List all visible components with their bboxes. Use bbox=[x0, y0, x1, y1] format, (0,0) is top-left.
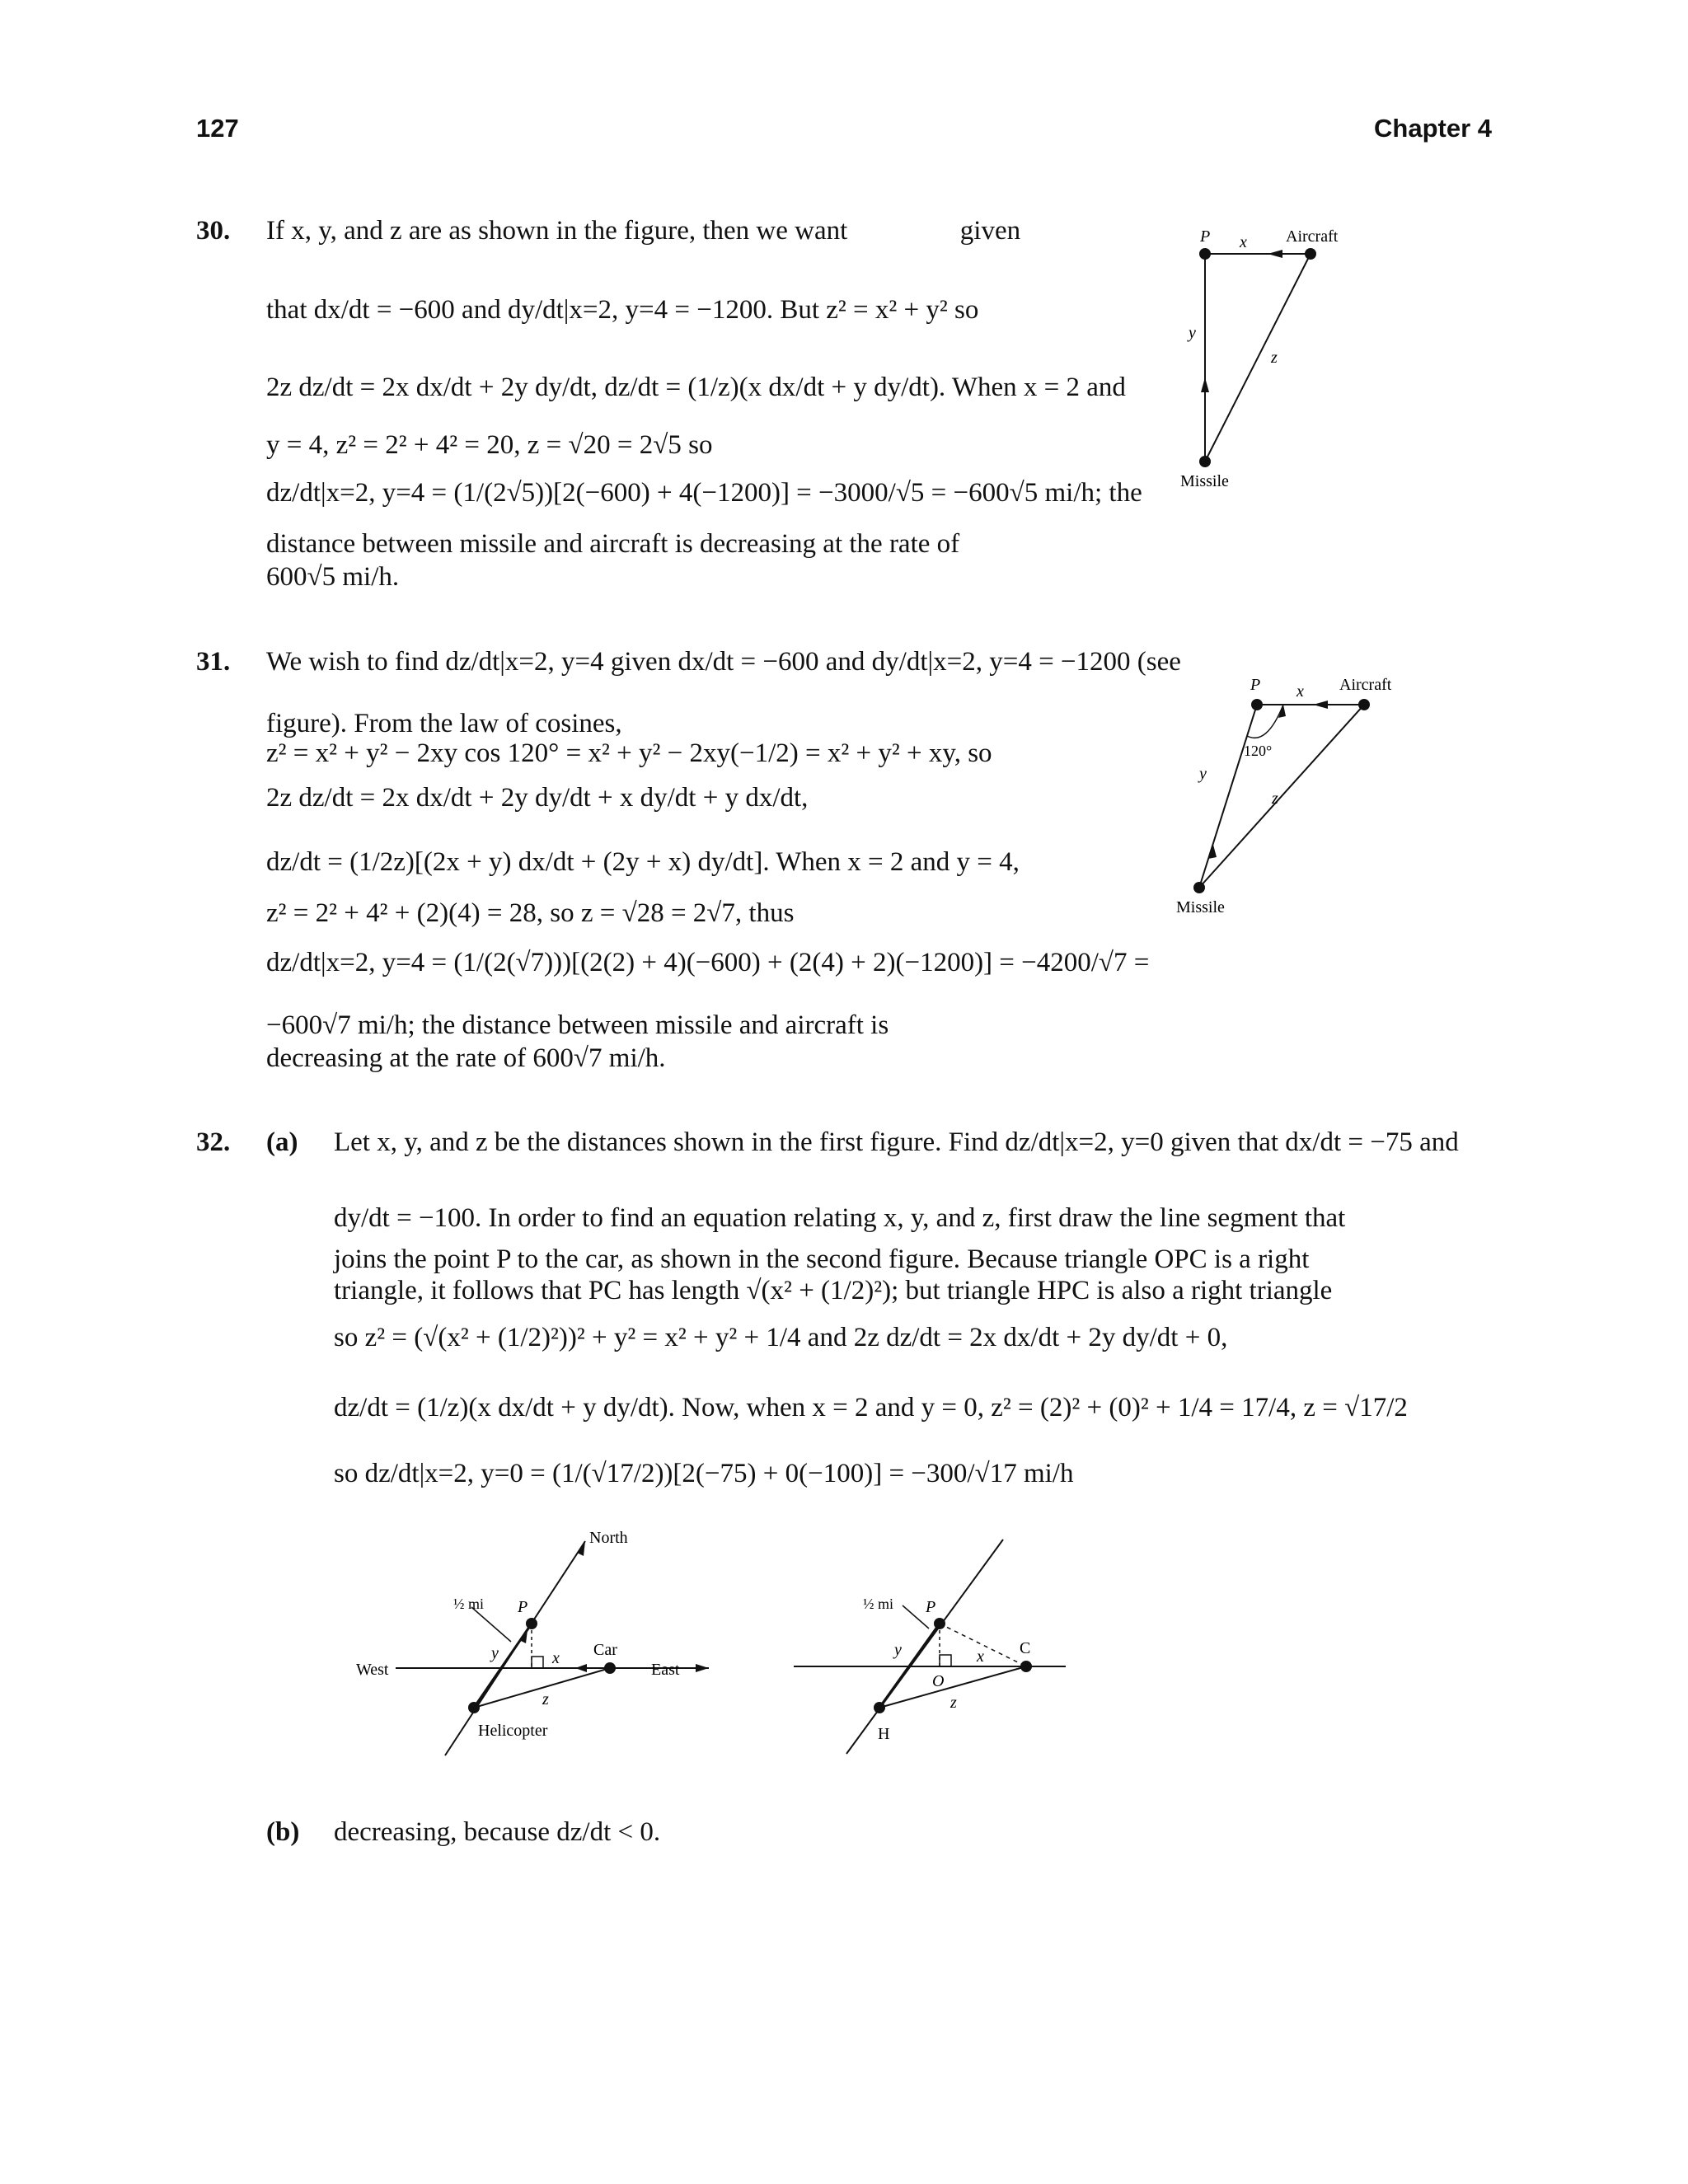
problem-30-number: 30. bbox=[196, 216, 231, 246]
p32-fig1-label-y: y bbox=[491, 1644, 499, 1662]
p32-fig2-label-p: P bbox=[926, 1598, 936, 1616]
p30-fig-label-y: y bbox=[1189, 324, 1196, 342]
p32-fig1-label-p: P bbox=[518, 1598, 528, 1616]
p32-fig2-label-h: H bbox=[878, 1725, 890, 1743]
p31-line-1: We wish to find dz/dt|x=2, y=4 given dx/dt = −600 and dy/dt|x=2, y=4 = −1200 (see bbox=[266, 647, 1181, 677]
p32-a-line-1: Let x, y, and z be the distances shown in the first figure. Find dz/dt|x=2, y=0 given that dx/dt = −75 and bbox=[334, 1127, 1459, 1157]
p30-fig-label-p: P bbox=[1200, 227, 1211, 246]
p32-fig1-label-west: West bbox=[356, 1661, 389, 1679]
p32-b-text: decreasing, because dz/dt < 0. bbox=[334, 1817, 661, 1847]
p32-fig1-label-north: North bbox=[589, 1529, 628, 1547]
p32-fig1-label-z: z bbox=[542, 1690, 549, 1708]
p30-line-1a: If x, y, and z are as shown in the figure, then we want bbox=[266, 216, 848, 246]
p31-line-6: z² = 2² + 4² + (2)(4) = 28, so z = √28 = 2√7, thus bbox=[266, 898, 795, 928]
p30-line-1b: given bbox=[959, 216, 1021, 246]
p31-fig-label-p: P bbox=[1250, 676, 1261, 694]
p30-fig-label-z: z bbox=[1271, 349, 1278, 367]
p32-fig1-label-east: East bbox=[651, 1661, 680, 1679]
p30-line-2: that dx/dt = −600 and dy/dt|x=2, y=4 = −1200. But z² = x² + y² so bbox=[266, 295, 979, 325]
p32-fig2-label-o: O bbox=[932, 1672, 945, 1690]
p31-line-4: 2z dz/dt = 2x dx/dt + 2y dy/dt + x dy/dt + y dx/dt, bbox=[266, 783, 809, 813]
p32-fig2-label-z: z bbox=[950, 1694, 957, 1712]
p30-line-7: 600√5 mi/h. bbox=[266, 562, 400, 592]
p32-a-line-7: so dz/dt|x=2, y=0 = (1/(√17/2))[2(−75) + 0(−100)] = −300/√17 mi/h bbox=[334, 1459, 1074, 1488]
p30-line-5: dz/dt|x=2, y=4 = (1/(2√5))[2(−600) + 4(−1200)] = −3000/√5 = −600√5 mi/h; the bbox=[266, 478, 1142, 508]
p30-line-4: y = 4, z² = 2² + 4² = 20, z = √20 = 2√5 so bbox=[266, 430, 713, 460]
p31-figure bbox=[1117, 672, 1414, 935]
p31-line-7: dz/dt|x=2, y=4 = (1/(2(√7)))[(2(2) + 4)(−600) + (2(4) + 2)(−1200)] = −4200/√7 = bbox=[266, 948, 1150, 977]
p30-fig-label-aircraft: Aircraft bbox=[1286, 227, 1339, 246]
p32-a-line-2: dy/dt = −100. In order to find an equation relating x, y, and z, first draw the line segment that bbox=[334, 1203, 1346, 1233]
p32-fig1-label-car: Car bbox=[593, 1641, 617, 1659]
p32-fig1-label-half-mi: ½ mi bbox=[453, 1596, 485, 1612]
p31-fig-label-missile: Missile bbox=[1176, 898, 1225, 916]
p30-line-1 bbox=[266, 216, 1020, 246]
p32-fig2-label-half-mi: ½ mi bbox=[863, 1596, 894, 1612]
p31-line-8: −600√7 mi/h; the distance between missile and aircraft is bbox=[266, 1010, 889, 1040]
p31-fig-label-aircraft: Aircraft bbox=[1339, 676, 1392, 694]
p30-fig-label-missile: Missile bbox=[1180, 472, 1229, 490]
p31-line-3: z² = x² + y² − 2xy cos 120° = x² + y² − 2xy(−1/2) = x² + y² + xy, so bbox=[266, 738, 992, 768]
p32-fig2-label-x: x bbox=[977, 1647, 984, 1666]
problem-32-number: 32. bbox=[196, 1127, 231, 1157]
p32-fig1-label-x: x bbox=[552, 1649, 560, 1667]
p31-fig-label-y: y bbox=[1199, 765, 1207, 783]
p32-figure-2 bbox=[787, 1533, 1076, 1764]
p31-fig-label-x: x bbox=[1296, 682, 1304, 701]
p32-a-line-5: so z² = (√(x² + (1/2)²))² + y² = x² + y² + 1/4 and 2z dz/dt = 2x dx/dt + 2y dy/dt + 0, bbox=[334, 1323, 1228, 1352]
p32-fig2-label-y: y bbox=[894, 1641, 902, 1659]
p32-fig1-label-helicopter: Helicopter bbox=[478, 1722, 548, 1740]
chapter-title: Chapter 4 bbox=[1374, 114, 1492, 143]
p32-fig2-label-c: C bbox=[1020, 1639, 1031, 1657]
p32-a-line-6: dz/dt = (1/z)(x dx/dt + y dy/dt). Now, when x = 2 and y = 0, z² = (2)² + (0)² + 1/4 = 17/4, z = √17/2 bbox=[334, 1393, 1408, 1422]
page-number: 127 bbox=[196, 114, 239, 143]
p32-a-line-3: joins the point P to the car, as shown in the second figure. Because triangle OPC is a right bbox=[334, 1244, 1310, 1274]
p31-line-2: figure). From the law of cosines, bbox=[266, 709, 622, 738]
p32-part-a-label: (a) bbox=[266, 1127, 298, 1157]
p30-line-6: distance between missile and aircraft is decreasing at the rate of bbox=[266, 529, 960, 559]
p30-fig-label-x: x bbox=[1240, 233, 1247, 251]
p31-fig-label-z: z bbox=[1272, 790, 1278, 808]
p32-figure-1 bbox=[346, 1525, 725, 1780]
p32-a-line-4: triangle, it follows that PC has length √(x² + (1/2)²); but triangle HPC is also a right triangle bbox=[334, 1276, 1333, 1305]
problem-31-number: 31. bbox=[196, 647, 231, 677]
p32-part-b-label: (b) bbox=[266, 1817, 300, 1847]
p30-figure bbox=[1170, 223, 1368, 503]
p31-line-5: dz/dt = (1/2z)[(2x + y) dx/dt + (2y + x) dy/dt]. When x = 2 and y = 4, bbox=[266, 847, 1020, 877]
p31-line-9: decreasing at the rate of 600√7 mi/h. bbox=[266, 1043, 666, 1073]
p31-fig-label-angle: 120° bbox=[1244, 743, 1273, 759]
p30-line-3: 2z dz/dt = 2x dx/dt + 2y dy/dt, dz/dt = (1/z)(x dx/dt + y dy/dt). When x = 2 and bbox=[266, 373, 1126, 402]
